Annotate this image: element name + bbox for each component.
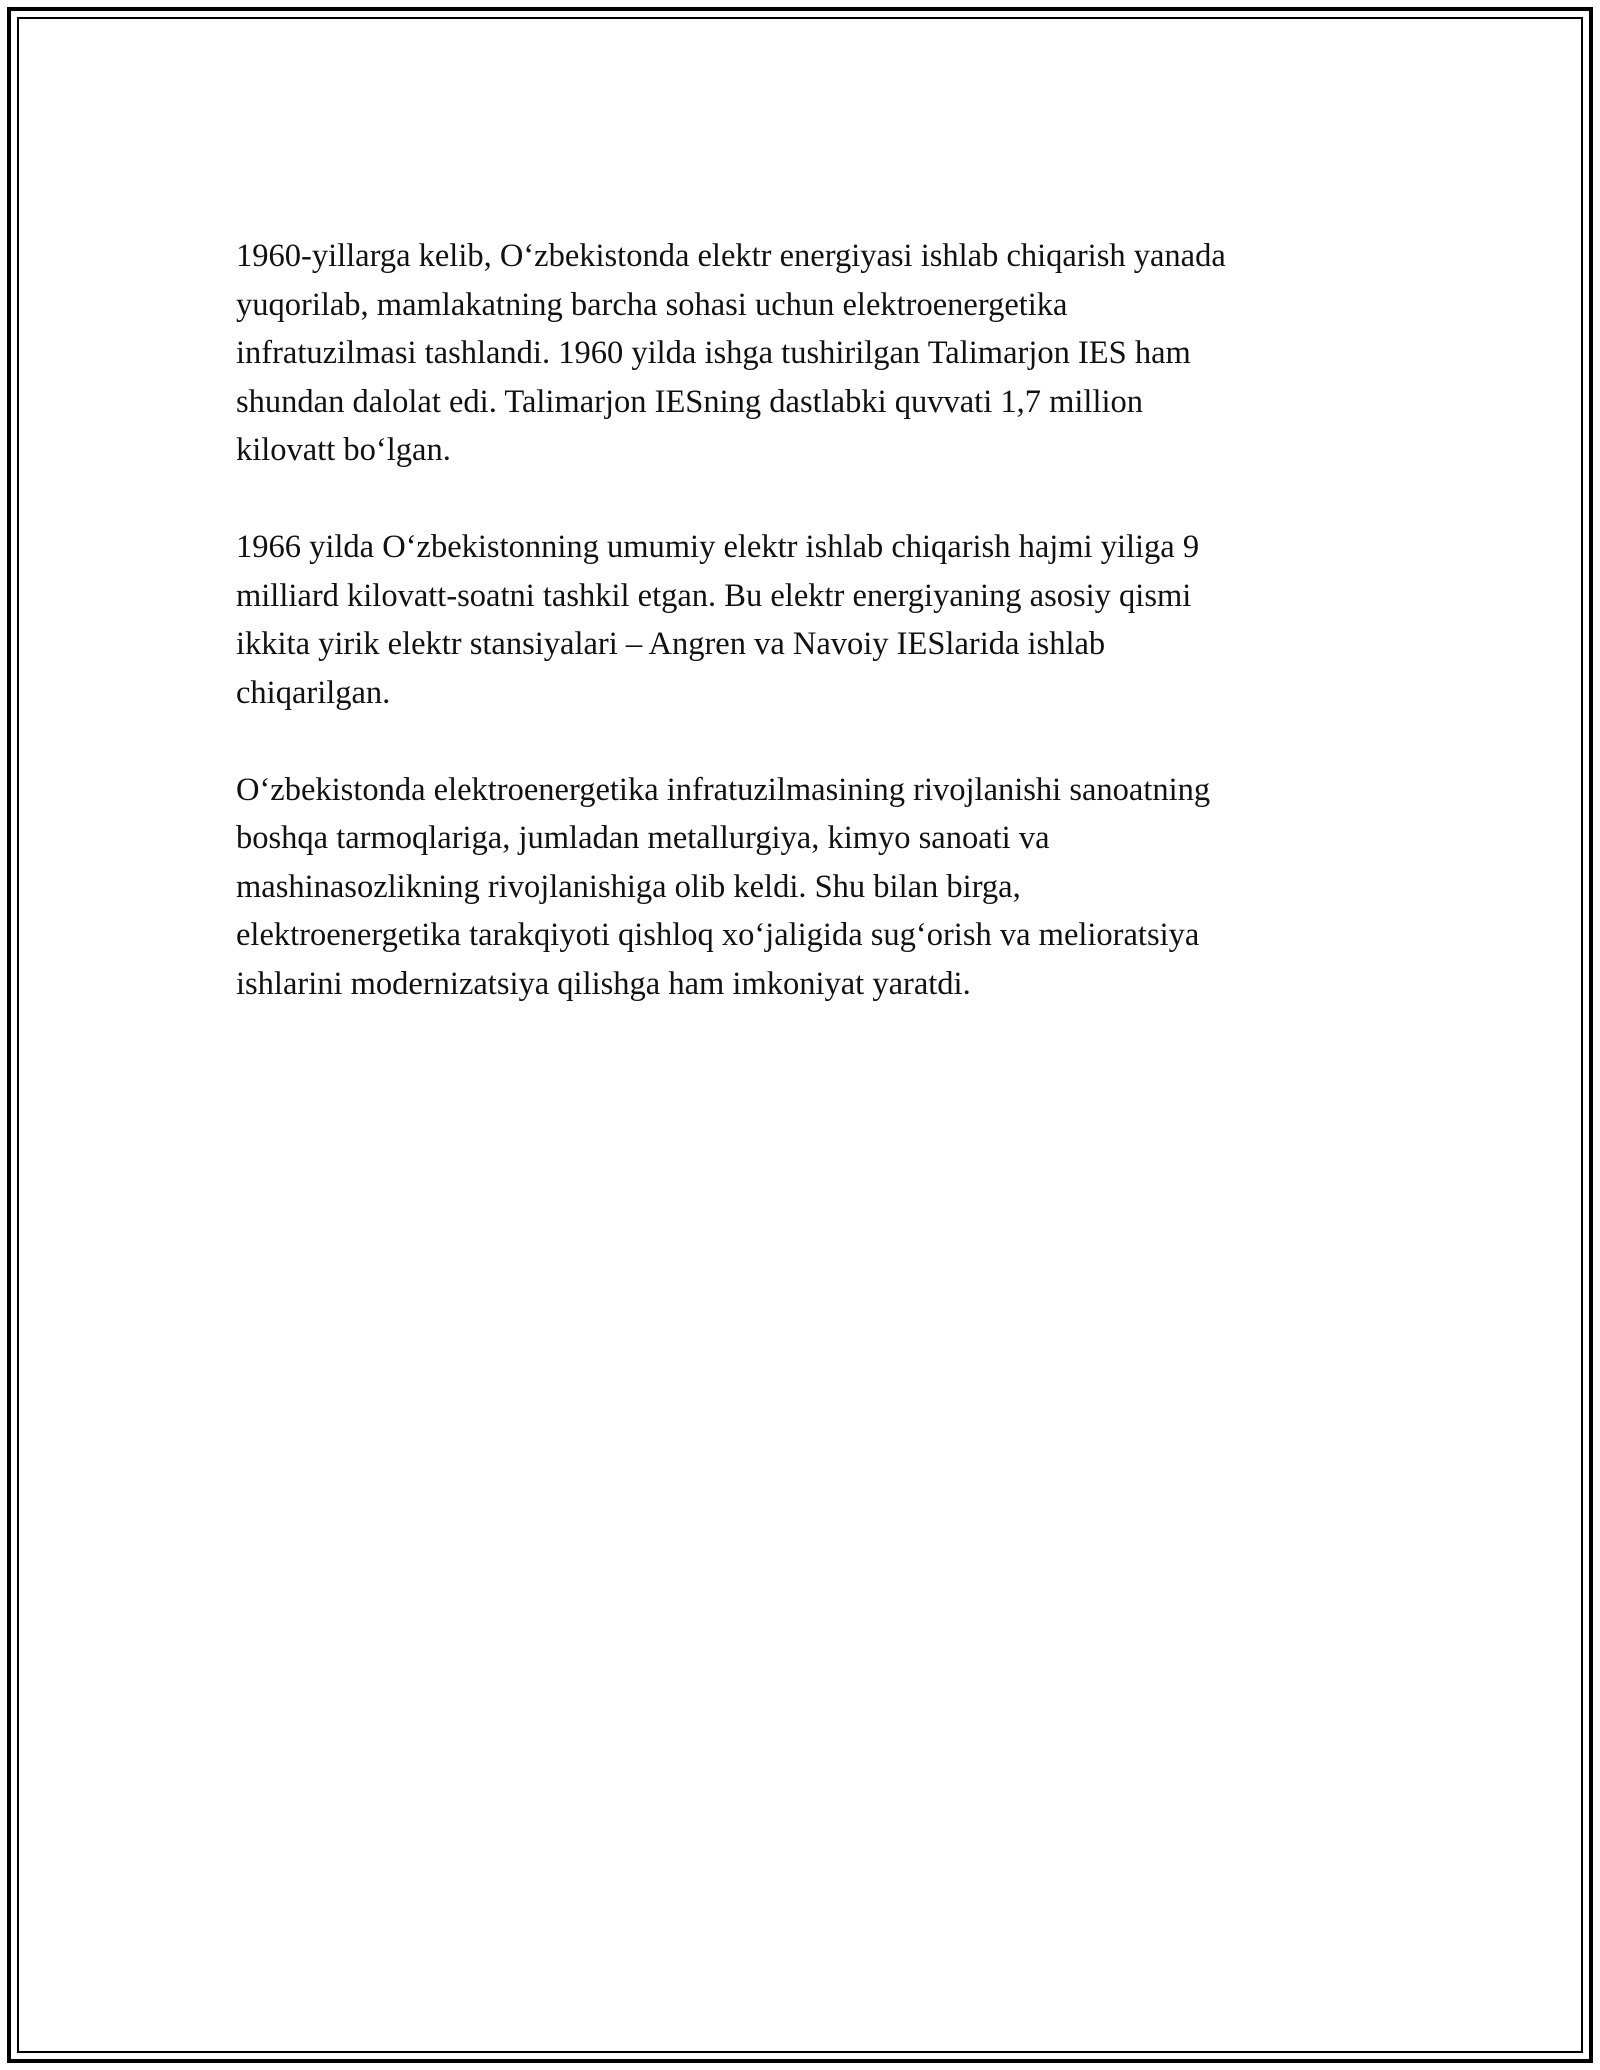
paragraph-1 (236, 232, 1366, 475)
text-line: elektroenergetika tarakqiyoti qishloq xo‘jaligida sug‘orish va melioratsiya (236, 917, 1200, 953)
text-line: O‘zbekistonda elektroenergetika infratuzilmasining rivojlanishi sanoatning (236, 771, 1211, 808)
text-line: boshqa tarmoqlariga, jumladan metallurgiya, kimyo sanoati va (236, 820, 1050, 856)
text-line: kilovatt bo‘lgan. (236, 432, 451, 468)
text-line: ishlarini modernizatsiya qilishga ham imkoniyat yaratdi. (236, 965, 971, 1002)
text-line: milliard kilovatt-soatni tashkil etgan. Bu elektr energiyaning asosiy qismi (236, 577, 1192, 614)
text-line: yuqorilab, mamlakatning barcha sohasi uchun elektroenergetika (236, 286, 1068, 323)
text-line: mashinasozlikning rivojlanishiga olib keldi. Shu bilan birga, (236, 868, 1021, 905)
document-body (236, 232, 1366, 1057)
paragraph-3 (236, 766, 1366, 1009)
text-line: infratuzilmasi tashlandi. 1960 yilda ishga tushirilgan Talimarjon IES ham (236, 335, 1191, 371)
text-line: 1966 yilda O‘zbekistonning umumiy elektr ishlab chiqarish hajmi yiliga 9 (236, 529, 1200, 565)
text-line: shundan dalolat edi. Talimarjon IESning dastlabki quvvati 1,7 million (236, 383, 1144, 420)
text-line: ikkita yirik elektr stansiyalari – Angren va Navoiy IESlarida ishlab (236, 626, 1106, 662)
paragraph-2 (236, 523, 1366, 717)
text-line: 1960-yillarga kelib, O‘zbekistonda elektr energiyasi ishlab chiqarish yanada (236, 238, 1226, 274)
text-line: chiqarilgan. (236, 674, 391, 711)
